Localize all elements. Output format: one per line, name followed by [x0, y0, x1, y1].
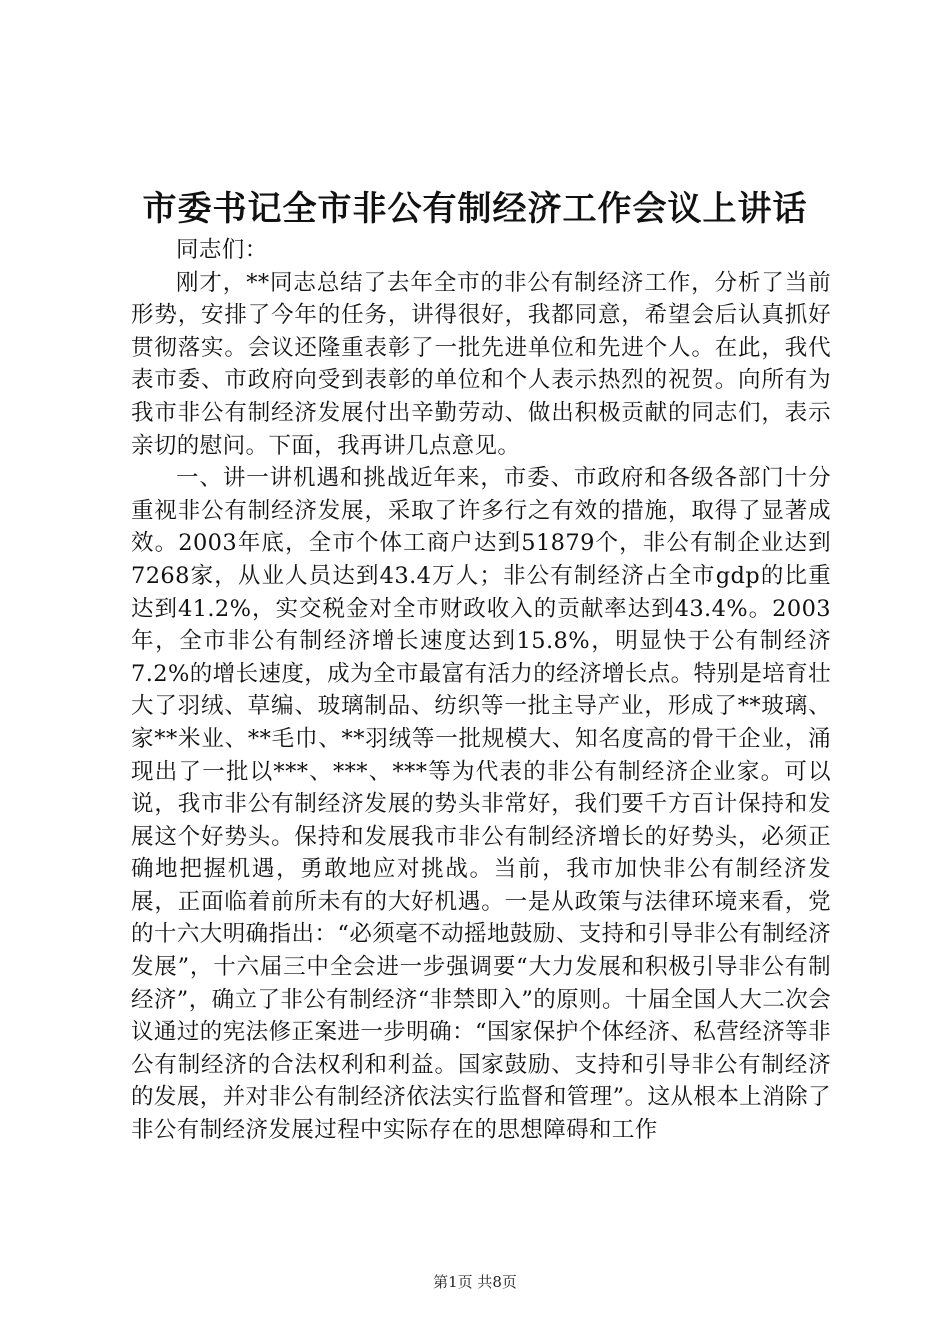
body-paragraph: 刚才，**同志总结了去年全市的非公有制经济工作，分析了当前形势，安排了今年的任务，讲得很好，我都同意，希望会后认真抓好贯彻落实。会议还隆重表彰了一批先进单位和先进个人。在此，我代表市委、市政府向受到表彰的单位和个人表示热烈的祝贺。向所有为我市非公有制经济发展付出辛勤劳动、做出积极贡献的同志们，表示亲切的慰问。下面，我再讲几点意见。	[131, 269, 831, 459]
page-footer: 第1页 共8页	[433, 1273, 517, 1291]
document-body	[131, 234, 831, 1147]
salutation-paragraph: 同志们：	[176, 237, 268, 263]
page-title: 市委书记全市非公有制经济工作会议上讲话	[142, 189, 808, 229]
body-paragraph: 一、讲一讲机遇和挑战近年来，市委、市政府和各级各部门十分重视非公有制经济发展，采取了许多行之有效的措施，取得了显著成效。2003年底，全市个体工商户达到51879个，非公有制企业达到7268家，从业人员达到43.4万人；非公有制经济占全市gdp的比重达到41.2%，实交税金对全市财政收入的贡献率达到43.4%。2003年，全市非公有制经济增长速度达到15.8%，明显快于公有制经济7.2%的增长速度，成为全市最富有活力的经济增长点。特别是培育壮大了羽绒、草编、玻璃制品、纺织等一批主导产业，形成了**玻璃、家**米业、**毛巾、**羽绒等一批规模大、知名度高的骨干企业，涌现出了一批以***、***、***等为代表的非公有制经济企业家。可以说，我市非公有制经济发展的势头非常好，我们要千方百计保持和发展这个好势头。保持和发展我市非公有制经济增长的好势头，必须正确地把握机遇，勇敢地应对挑战。当前，我市加快非公有制经济发展，正面临着前所未有的大好机遇。一是从政策与法律环境来看，党的十六大明确指出：“必须毫不动摇地鼓励、支持和引导非公有制经济发展”，十六届三中全会进一步强调要“大力发展和积极引导非公有制经济”，确立了非公有制经济“非禁即入”的原则。十届全国人大二次会议通过的宪法修正案进一步明确：“国家保护个体经济、私营经济等非公有制经济的合法权利和利益。国家鼓励、支持和引导非公有制经济的发展，并对非公有制经济依法实行监督和管理”。这从根本上消除了非公有制经济发展过程中实际存在的思想障碍和工作	[131, 465, 831, 1144]
